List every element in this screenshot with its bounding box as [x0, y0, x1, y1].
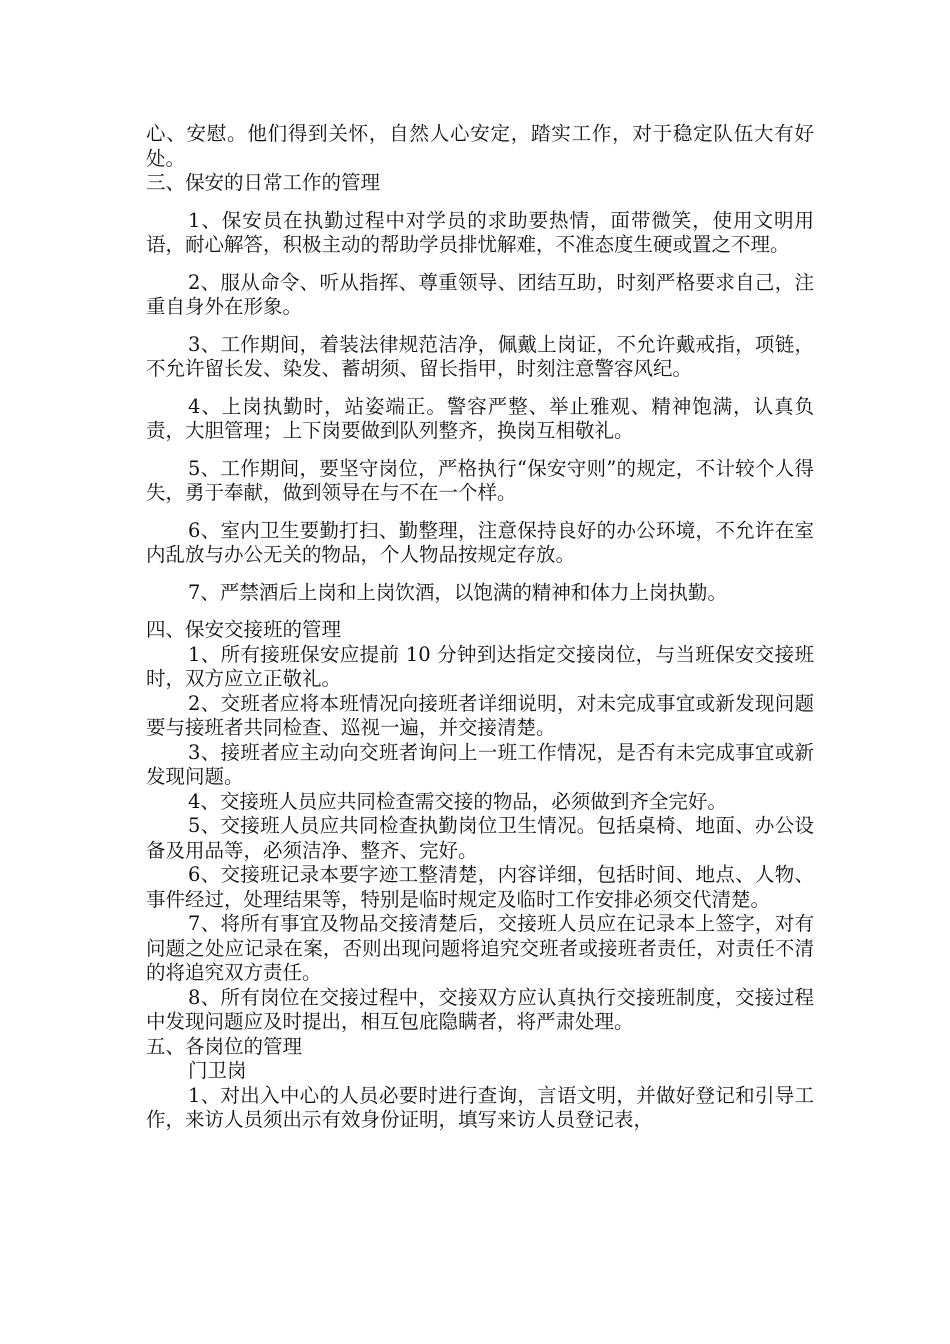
section-3-item-3: 3、工作期间，着装法律规范洁净，佩戴上岗证，不允许戴戒指，项链，不允许留长发、染发、蓄胡须、留长指甲，时刻注意警容风纪。 [146, 332, 814, 380]
section-5-subheading: 门卫岗 [188, 1059, 247, 1082]
section-3-item-1: 1、保安员在执勤过程中对学员的求助要热情，面带微笑，使用文明用语，耐心解答，积极主动的帮助学员排忧解难，不准态度生硬或置之不理。 [146, 208, 814, 256]
section-3-item-7: 7、严禁酒后上岗和上岗饮酒，以饱满的精神和体力上岗执勤。 [188, 580, 727, 604]
document-body [146, 122, 814, 1133]
section-4-item-2: 2、交班者应将本班情况向接班者详细说明，对未完成事宜或新发现问题要与接班者共同检查、巡视一遍，并交接清楚。 [146, 691, 814, 739]
section-3-item-4: 4、上岗执勤时，站姿端正。警容严整、举止雅观、精神饱满，认真负责，大胆管理；上下岗要做到队列整齐，换岗互相敬礼。 [146, 394, 814, 442]
section-3-item-5: 5、工作期间，要坚守岗位，严格执行“保安守则”的规定，不计较个人得失，勇于奉献，做到领导在与不在一个样。 [146, 456, 814, 504]
section-4-item-1: 1、所有接班保安应提前 10 分钟到达指定交接岗位，与当班保安交接班时，双方应立正敬礼。 [146, 642, 814, 690]
section-5-heading: 五、各岗位的管理 [146, 1034, 303, 1058]
section-4-item-7: 7、将所有事宜及物品交接清楚后，交接班人员应在记录本上签字，对有问题之处应记录在案，否则出现问题将追究交班者或接班者责任，对责任不清的将追究双方责任。 [146, 912, 814, 984]
section-3-heading: 三、保安的日常工作的管理 [146, 171, 381, 194]
section-4-item-6: 6、交接班记录本要字迹工整清楚，内容详细，包括时间、地点、人物、事件经过，处理结果等，特别是临时规定及临时工作安排必须交代清楚。 [146, 863, 814, 911]
section-4-item-4: 4、交接班人员应共同检查需交接的物品，必须做到齐全完好。 [188, 789, 727, 813]
section-4-item-3: 3、接班者应主动向交班者询问上一班工作情况，是否有未完成事宜或新发现问题。 [146, 740, 814, 788]
section-4-item-8: 8、所有岗位在交接过程中，交接双方应认真执行交接班制度，交接过程中发现问题应及时提出，相互包庇隐瞒者，将严肃处理。 [146, 985, 814, 1033]
section-4-heading: 四、保安交接班的管理 [146, 618, 342, 641]
section-3-item-2: 2、服从命令、听从指挥、尊重领导、团结互助，时刻严格要求自己，注重自身外在形象。 [146, 270, 814, 318]
section-5-item-1: 1、对出入中心的人员必要时进行查询，言语文明，并做好登记和引导工作，来访人员须出示有效身份证明，填写来访人员登记表， [146, 1083, 814, 1131]
section-3-item-6: 6、室内卫生要勤打扫、勤整理，注意保持良好的办公环境，不允许在室内乱放与办公无关的物品，个人物品按规定存放。 [146, 518, 814, 566]
section-4-item-5: 5、交接班人员应共同检查执勤岗位卫生情况。包括桌椅、地面、办公设备及用品等，必须洁净、整齐、完好。 [146, 814, 814, 862]
intro-continuation: 心、安慰。他们得到关怀，自然人心安定，踏实工作，对于稳定队伍大有好处。 [146, 122, 814, 170]
